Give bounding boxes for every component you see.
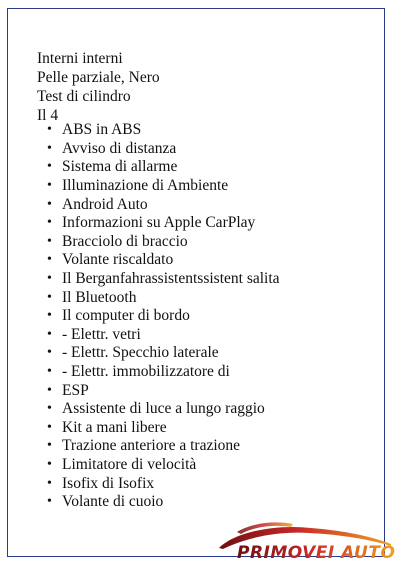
- list-item: [47, 288, 280, 307]
- feature-label: Trazione anteriore a trazione: [62, 437, 241, 455]
- bullet-icon: •: [47, 233, 52, 249]
- feature-list: [47, 121, 280, 511]
- feature-label: Isofix di Isofix: [62, 474, 155, 492]
- feature-label: Illuminazione di Ambiente: [62, 177, 229, 195]
- bullet-icon: •: [47, 401, 52, 417]
- bullet-icon: •: [47, 215, 52, 231]
- list-item: [47, 233, 280, 252]
- logo-text: PRIMOVEI AUTO: [237, 543, 395, 562]
- list-item: [47, 307, 280, 326]
- feature-label: Avviso di distanza: [62, 139, 177, 157]
- feature-label: - Elettr. immobilizzatore di: [62, 363, 230, 381]
- bullet-icon: •: [47, 494, 52, 510]
- feature-label: Limitatore di velocità: [62, 455, 197, 473]
- bullet-icon: •: [47, 159, 52, 175]
- spec-line: Pelle parziale, Nero: [37, 69, 160, 86]
- list-item: [47, 158, 280, 177]
- list-item: [47, 437, 280, 456]
- list-item: [47, 326, 280, 345]
- feature-label: Android Auto: [62, 195, 148, 213]
- list-item: [47, 456, 280, 475]
- feature-label: Il computer di bordo: [62, 307, 190, 325]
- feature-label: Sistema di allarme: [62, 158, 178, 176]
- feature-label: Bracciolo di braccio: [62, 232, 188, 250]
- bullet-icon: •: [47, 364, 52, 380]
- feature-label: ABS in ABS: [62, 121, 142, 139]
- spec-line: Interni interni: [37, 50, 123, 67]
- list-item: [47, 363, 280, 382]
- list-item: [47, 251, 280, 270]
- bullet-icon: •: [47, 475, 52, 491]
- list-item: [47, 270, 280, 289]
- bullet-icon: •: [47, 438, 52, 454]
- bullet-icon: •: [47, 122, 52, 138]
- feature-label: Volante riscaldato: [62, 251, 174, 269]
- feature-label: Kit a mani libere: [62, 418, 167, 436]
- bullet-icon: •: [47, 252, 52, 268]
- list-item: [47, 121, 280, 140]
- feature-label: Il Berganfahrassistentssistent salita: [62, 270, 280, 288]
- spec-line: Test di cilindro: [37, 88, 131, 105]
- feature-label: Informazioni su Apple CarPlay: [62, 214, 256, 232]
- feature-label: - Elettr. vetri: [62, 325, 141, 343]
- list-item: [47, 474, 280, 493]
- bullet-icon: •: [47, 289, 52, 305]
- interior-specs: [37, 49, 160, 125]
- bullet-icon: •: [47, 178, 52, 194]
- bullet-icon: •: [47, 419, 52, 435]
- bullet-icon: •: [47, 456, 52, 472]
- list-item: [47, 400, 280, 419]
- bullet-icon: •: [47, 140, 52, 156]
- dealer-logo: [215, 518, 395, 562]
- feature-label: Il Bluetooth: [62, 288, 137, 306]
- spec-line: Il 4: [37, 107, 59, 124]
- feature-label: Volante di cuoio: [62, 493, 164, 511]
- bullet-icon: •: [47, 196, 52, 212]
- list-item: [47, 140, 280, 159]
- feature-label: - Elettr. Specchio laterale: [62, 344, 219, 362]
- feature-label: Assistente di luce a lungo raggio: [62, 400, 265, 418]
- car-silhouette-icon: [215, 518, 395, 562]
- bullet-icon: •: [47, 382, 52, 398]
- bullet-icon: •: [47, 345, 52, 361]
- list-item: [47, 177, 280, 196]
- list-item: [47, 344, 280, 363]
- feature-label: ESP: [62, 381, 89, 399]
- bullet-icon: •: [47, 326, 52, 342]
- list-item: [47, 493, 280, 512]
- list-item: [47, 419, 280, 438]
- list-item: [47, 195, 280, 214]
- list-item: [47, 381, 280, 400]
- bullet-icon: •: [47, 308, 52, 324]
- bullet-icon: •: [47, 271, 52, 287]
- list-item: [47, 214, 280, 233]
